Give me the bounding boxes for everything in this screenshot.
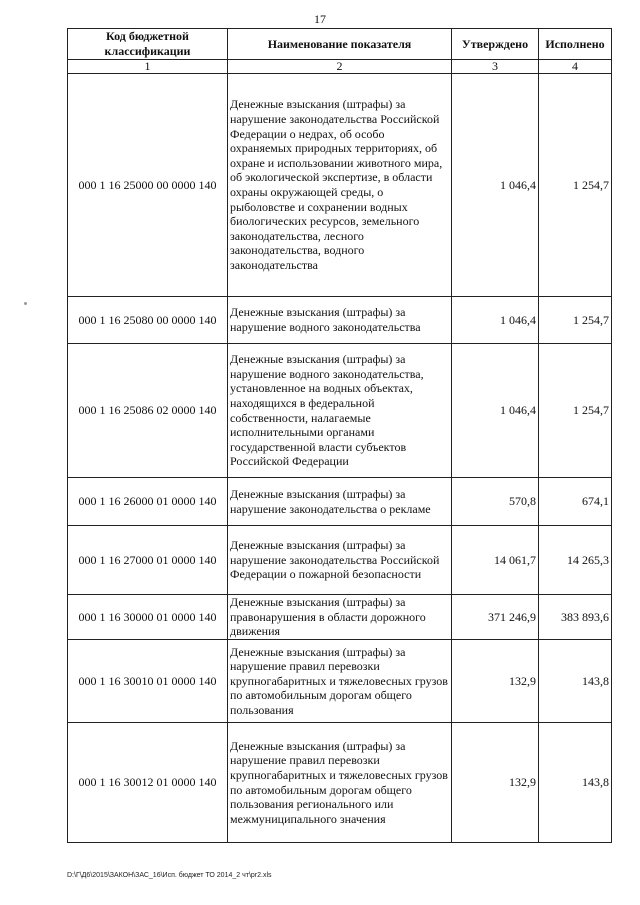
row-approved: 14 061,7 xyxy=(452,526,539,595)
table-row xyxy=(68,526,612,595)
row-name: Денежные взыскания (штрафы) за нарушение водного законодательства, установленное на водных объектах, находящихся в федеральной собственности, налагаемые исполнительными органами государственной власти субъектов Российской Федерации xyxy=(228,344,452,478)
row-executed: 143,8 xyxy=(539,723,612,843)
row-name: Денежные взыскания (штрафы) за нарушение законодательства о рекламе xyxy=(228,478,452,526)
column-number: 1 xyxy=(68,60,228,74)
header-row xyxy=(68,29,612,60)
row-approved: 371 246,9 xyxy=(452,595,539,640)
row-approved: 1 046,4 xyxy=(452,297,539,344)
column-number-row xyxy=(68,60,612,74)
row-approved: 1 046,4 xyxy=(452,344,539,478)
row-code: 000 1 16 27000 01 0000 140 xyxy=(68,526,228,595)
row-approved: 1 046,4 xyxy=(452,74,539,297)
row-code: 000 1 16 25000 00 0000 140 xyxy=(68,74,228,297)
row-name: Денежные взыскания (штрафы) за нарушение законодательства Российской Федерации о пожарной безопасности xyxy=(228,526,452,595)
table-row xyxy=(68,74,612,297)
row-code: 000 1 16 30010 01 0000 140 xyxy=(68,640,228,723)
row-code: 000 1 16 30000 01 0000 140 xyxy=(68,595,228,640)
row-executed: 1 254,7 xyxy=(539,344,612,478)
row-code: 000 1 16 26000 01 0000 140 xyxy=(68,478,228,526)
row-executed: 1 254,7 xyxy=(539,74,612,297)
scan-artifact-dot xyxy=(24,302,27,305)
row-executed: 1 254,7 xyxy=(539,297,612,344)
table-row xyxy=(68,595,612,640)
row-name: Денежные взыскания (штрафы) за нарушение правил перевозки крупногабаритных и тяжеловесных грузов по автомобильным дорогам общего пользования регионального или межмуниципального значения xyxy=(228,723,452,843)
row-executed: 143,8 xyxy=(539,640,612,723)
table-row xyxy=(68,344,612,478)
budget-table xyxy=(67,28,612,843)
header-executed: Исполнено xyxy=(539,29,612,60)
table-row xyxy=(68,640,612,723)
table-row xyxy=(68,297,612,344)
row-executed: 14 265,3 xyxy=(539,526,612,595)
row-executed: 674,1 xyxy=(539,478,612,526)
column-number: 2 xyxy=(228,60,452,74)
header-name: Наименование показателя xyxy=(228,29,452,60)
row-code: 000 1 16 25080 00 0000 140 xyxy=(68,297,228,344)
table-row xyxy=(68,723,612,843)
header-approved: Утверждено xyxy=(452,29,539,60)
row-approved: 132,9 xyxy=(452,640,539,723)
header-code: Код бюджетной классификации xyxy=(68,29,228,60)
page-number: 17 xyxy=(314,12,326,26)
column-number: 4 xyxy=(539,60,612,74)
row-name: Денежные взыскания (штрафы) за нарушение правил перевозки крупногабаритных и тяжеловесных грузов по автомобильным дорогам общего пользования xyxy=(228,640,452,723)
row-approved: 132,9 xyxy=(452,723,539,843)
row-name: Денежные взыскания (штрафы) за нарушение законодательства Российской Федерации о недрах, об особо охраняемых природных территориях, об охране и использовании животного мира, об экологической экспертизе, в области охраны окружающей среды, о рыболовстве и сохранении водных биологических ресурсов, земельного законодательства, лесного законодательства, водного законодательства xyxy=(228,74,452,297)
row-approved: 570,8 xyxy=(452,478,539,526)
table-row xyxy=(68,478,612,526)
row-code: 000 1 16 30012 01 0000 140 xyxy=(68,723,228,843)
column-number: 3 xyxy=(452,60,539,74)
row-name: Денежные взыскания (штрафы) за нарушение водного законодательства xyxy=(228,297,452,344)
row-executed: 383 893,6 xyxy=(539,595,612,640)
row-name: Денежные взыскания (штрафы) за правонарушения в области дорожного движения xyxy=(228,595,452,640)
row-code: 000 1 16 25086 02 0000 140 xyxy=(68,344,228,478)
footer-file-path: D:\Г\Д6\2015\ЗАКОН\ЗАС_16\Исп. бюджет ТО 2014_2 чт\pr2.xls xyxy=(67,872,272,879)
